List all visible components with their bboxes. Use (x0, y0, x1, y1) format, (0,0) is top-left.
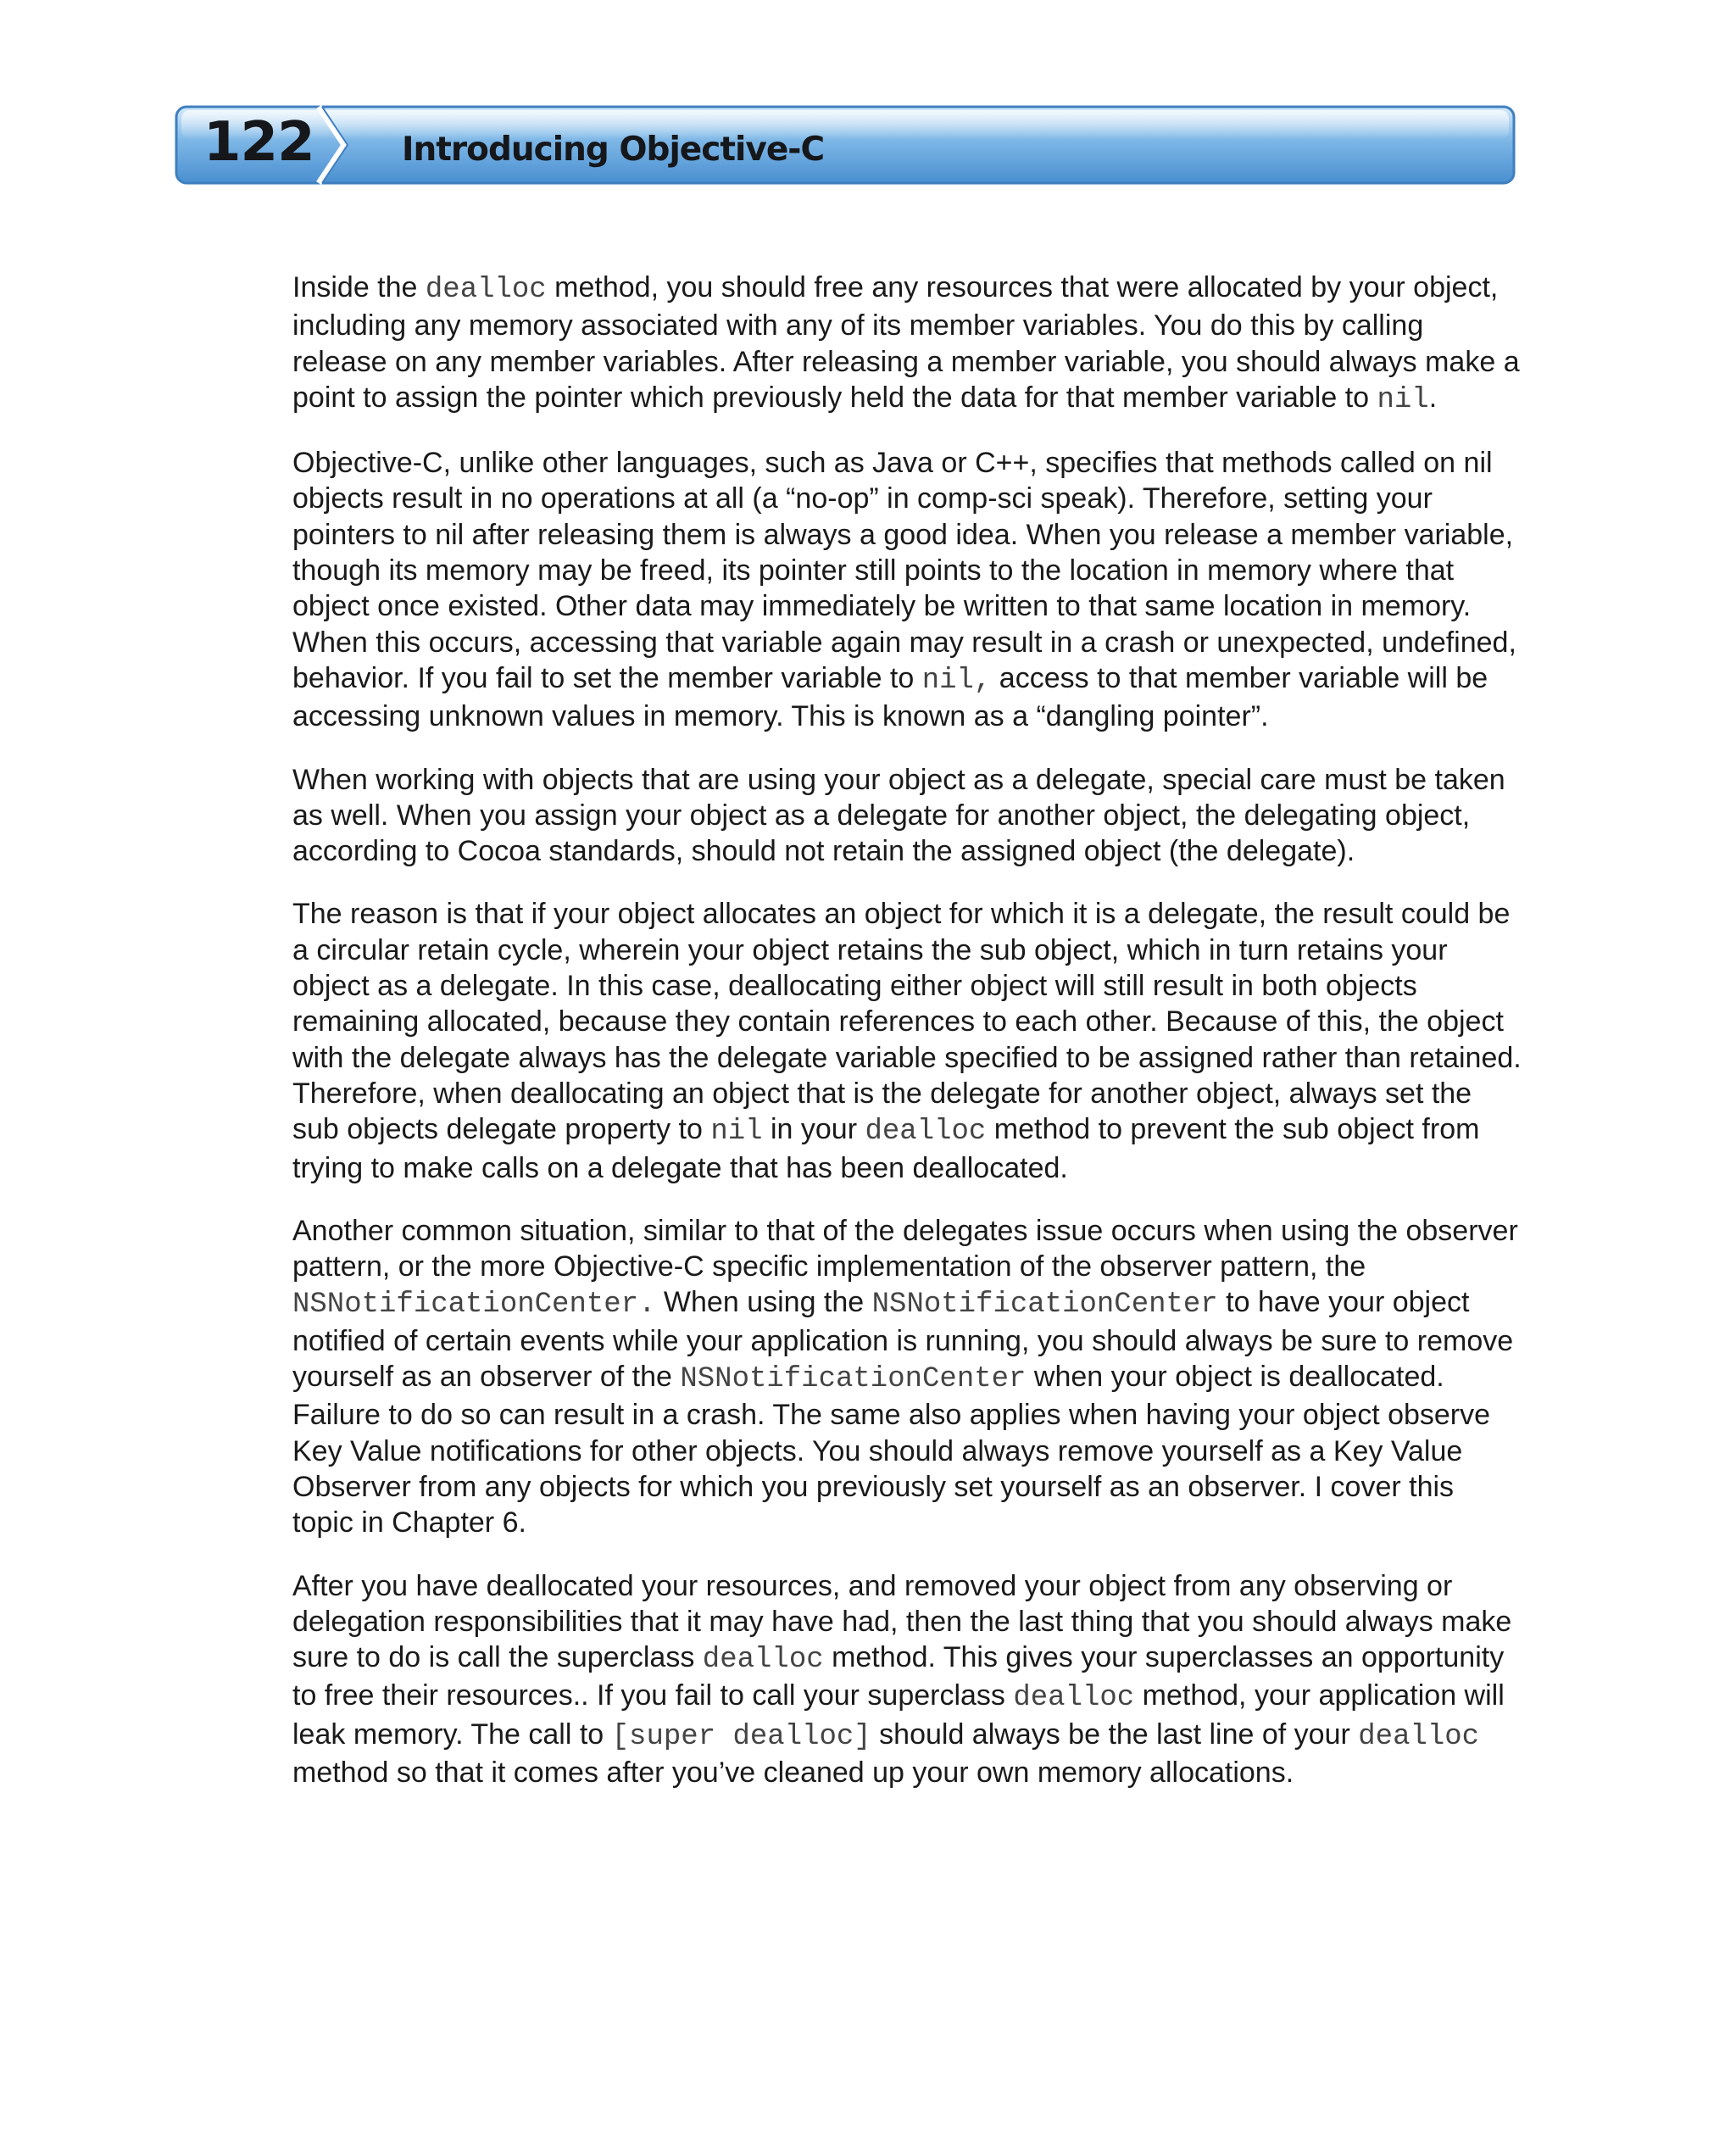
text-run: method. This gives your superclasses an opportunity to free their resources.. If you fail to call your superclass (292, 1641, 1505, 1712)
paragraph (292, 445, 1522, 734)
paragraph (292, 762, 1522, 870)
code-term: dealloc (702, 1644, 824, 1677)
chapter-title: Introducing Objective-C (402, 131, 825, 169)
code-term: nil (710, 1116, 763, 1149)
text-run: Inside the (292, 271, 426, 303)
paragraph (292, 896, 1522, 1185)
paragraph (292, 1213, 1522, 1541)
text-run: to have your object notified of certain events while your application is running, you should always be sure to remove yourself as an observer of the (292, 1286, 1514, 1394)
text-run: in your (762, 1113, 865, 1146)
header-banner (175, 103, 1516, 187)
text-run: When working with objects that are using your object as a delegate, special care must be taken as well. When you assign your object as a delegate for another object, the delegating object, according to Cocoa standards, should not retain the assigned object (the delegate). (292, 763, 1505, 868)
page-header (175, 103, 1516, 187)
text-run: Another common situation, similar to that of the delegates issue occurs when using the observer pattern, or the more Objective-C specific implementation of the observer pattern, the (292, 1214, 1518, 1283)
page-number: 122 (203, 111, 314, 174)
text-run: method, your application will leak memory. The call to (292, 1679, 1505, 1751)
paragraph (292, 1568, 1522, 1791)
body-text (292, 270, 1522, 1818)
text-run: method, you should free any resources that were allocated by your object, including any memory associated with any of its member variables. You do this by calling release on any member variables. After releasing a member variable, you should always make a point to assign the pointer which previously held the data for that member variable to (292, 271, 1520, 414)
text-run: When using the (655, 1286, 872, 1319)
code-term: dealloc (425, 274, 547, 306)
code-term: NSNotificationCenter. (292, 1289, 656, 1322)
text-run: access to that member variable will be accessing unknown values in memory. This is known as a “dangling pointer”. (292, 661, 1488, 733)
text-run: The reason is that if your object allocates an object for which it is a delegate, the result could be a circular retain cycle, wherein your object retains the sub object, which in turn retains your object as a delegate. In this case, deallocating either object will still result in both objects remaining allocated, because they contain references to each other. Because of this, the object with the delegate always has the delegate variable specified to be assigned rather than retained. Therefore, when deallocating an object that is the delegate for another object, always set the sub objects delegate property to (292, 898, 1522, 1146)
code-term: nil, (921, 664, 992, 697)
code-term: nil (1377, 383, 1429, 416)
code-term: NSNotificationCenter (871, 1289, 1218, 1322)
code-term: dealloc (1013, 1682, 1135, 1715)
text-run: method so that it comes after you’ve cleaned up your own memory allocations. (292, 1756, 1294, 1789)
text-run: . (1428, 381, 1438, 414)
paragraph (292, 270, 1522, 418)
code-term: NSNotificationCenter (680, 1363, 1027, 1396)
text-run: should always be the last line of your (871, 1718, 1359, 1751)
text-run: Objective-C, unlike other languages, such as Java or C++, specifies that methods called on nil objects result in no operations at all (a “no-op” in comp-sci speak). Therefore, setting your pointers to nil after releasing them is always a good idea. When you release a member variable, though its memory may be freed, its pointer still points to the location in memory where that object once existed. Other data may immediately be written to that same location in memory. When this occurs, accessing that variable again may result in a crash or unexpected, undefined, behavior. If you fail to set the member variable to (292, 447, 1516, 694)
text-run: After you have deallocated your resources, and removed your object from any observing or delegation responsibilities that it may have had, then the last thing that you should always make sure to do is call the superclass (292, 1569, 1512, 1674)
text-run: method to prevent the sub object from trying to make calls on a delegate that has been deallocated. (292, 1113, 1480, 1184)
code-term: dealloc (865, 1116, 987, 1149)
text-run: when your object is deallocated. Failure to do so can result in a crash. The same also applies when having your object observe Key Value notifications for other objects. You should always remove yourself as a Key Value Observer from any objects for which you previously set yourself as an observer. I cover this topic in Chapter 6. (292, 1361, 1491, 1539)
code-term: dealloc (1358, 1720, 1480, 1753)
code-term: [super dealloc] (611, 1720, 871, 1753)
